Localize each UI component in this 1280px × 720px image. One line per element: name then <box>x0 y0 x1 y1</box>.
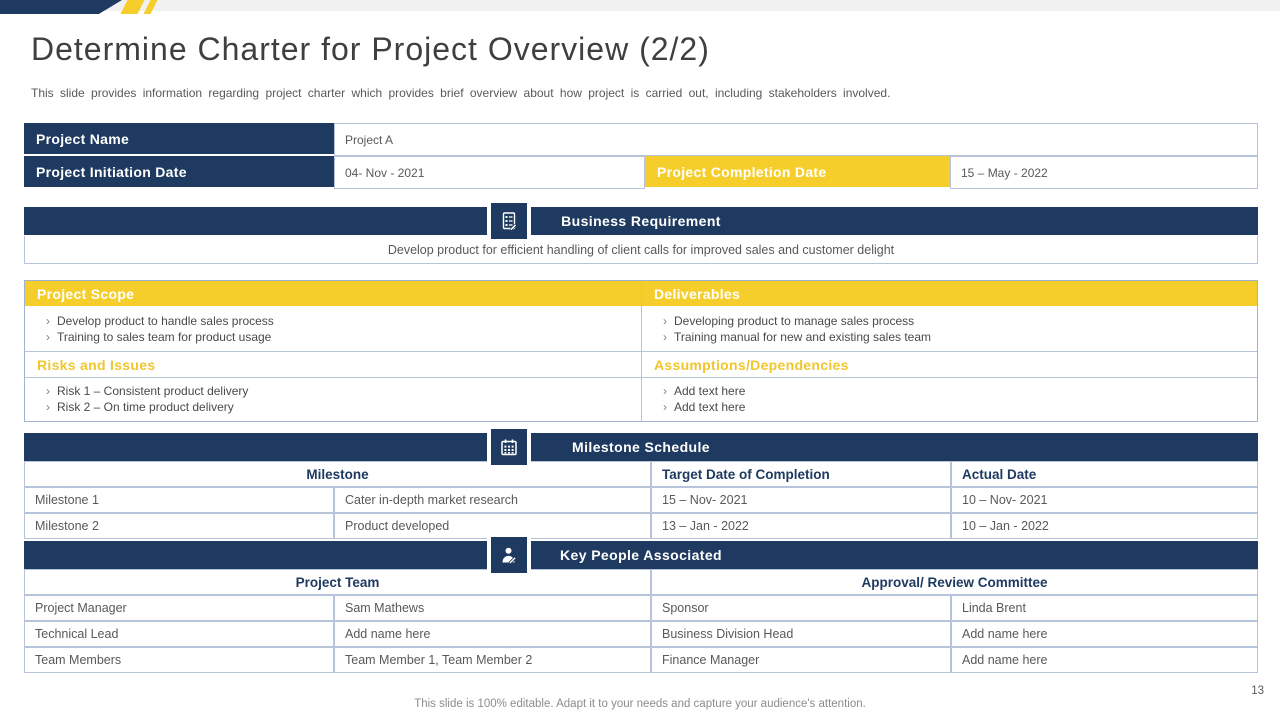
project-scope-bullets[interactable] <box>25 308 641 351</box>
key-people-bar <box>24 541 1258 569</box>
milestone-schedule-title: Milestone Schedule <box>572 439 710 455</box>
actual-date-column-header: Actual Date <box>951 461 1258 487</box>
key-people-table <box>24 569 1258 673</box>
milestone-row-target[interactable]: 13 – Jan - 2022 <box>651 513 951 539</box>
list-item: › Add text here <box>642 399 1257 415</box>
milestone-row-description[interactable]: Cater in-depth market research <box>334 487 651 513</box>
bullet-icon: › <box>663 400 667 414</box>
milestone-column-header: Milestone <box>24 461 651 487</box>
bullet-icon: › <box>663 330 667 344</box>
document-pencil-icon <box>487 203 531 239</box>
project-initiation-value[interactable]: 04- Nov - 2021 <box>334 156 645 189</box>
people-row-role[interactable]: Technical Lead <box>24 621 334 647</box>
assumptions-header: Assumptions/Dependencies <box>642 351 1257 378</box>
list-item: › Training manual for new and existing sales team <box>642 329 1257 345</box>
list-item: › Developing product to manage sales process <box>642 313 1257 329</box>
assumptions-bullets[interactable] <box>642 378 1257 421</box>
key-people-title: Key People Associated <box>560 547 722 563</box>
list-item: › Risk 1 – Consistent product delivery <box>25 383 641 399</box>
people-row-name[interactable]: Linda Brent <box>951 595 1258 621</box>
milestone-row-target[interactable]: 15 – Nov- 2021 <box>651 487 951 513</box>
page-subtitle: This slide provides information regarding project charter which provides brief overview about how project is carried out, including stakeholders involved. <box>31 86 891 100</box>
people-row-role[interactable]: Project Manager <box>24 595 334 621</box>
bullet-icon: › <box>663 384 667 398</box>
page-title: Determine Charter for Project Overview (2/2) <box>31 31 710 67</box>
risks-issues-bullets[interactable] <box>25 378 641 421</box>
milestone-table <box>24 461 1258 539</box>
risks-issues-header: Risks and Issues <box>25 351 641 378</box>
project-team-header: Project Team <box>24 569 651 595</box>
corner-navy-shape <box>0 0 122 14</box>
project-name-label: Project Name <box>24 123 334 156</box>
top-strip <box>0 0 1280 11</box>
scope-deliverables-table <box>24 280 1258 422</box>
list-item: › Add text here <box>642 383 1257 399</box>
people-row-name[interactable]: Sam Mathews <box>334 595 651 621</box>
people-row-role[interactable]: Team Members <box>24 647 334 673</box>
milestone-row-actual[interactable]: 10 – Nov- 2021 <box>951 487 1258 513</box>
people-row-role[interactable]: Business Division Head <box>651 621 951 647</box>
people-row-role[interactable]: Finance Manager <box>651 647 951 673</box>
bullet-icon: › <box>663 314 667 328</box>
business-requirement-title: Business Requirement <box>561 213 721 229</box>
milestone-row-description[interactable]: Product developed <box>334 513 651 539</box>
deliverables-bullets[interactable] <box>642 308 1257 351</box>
target-date-column-header: Target Date of Completion <box>651 461 951 487</box>
project-scope-header: Project Scope <box>25 281 641 308</box>
approval-committee-header: Approval/ Review Committee <box>651 569 1258 595</box>
project-name-value[interactable]: Project A <box>334 123 1258 156</box>
project-completion-value[interactable]: 15 – May - 2022 <box>950 156 1258 189</box>
people-row-name[interactable]: Team Member 1, Team Member 2 <box>334 647 651 673</box>
people-row-name[interactable]: Add name here <box>334 621 651 647</box>
project-info-table <box>24 123 1258 189</box>
person-pencil-icon <box>487 537 531 573</box>
milestone-row-name[interactable]: Milestone 1 <box>24 487 334 513</box>
bullet-icon: › <box>46 314 50 328</box>
milestone-row-actual[interactable]: 10 – Jan - 2022 <box>951 513 1258 539</box>
bullet-icon: › <box>46 400 50 414</box>
list-item: › Training to sales team for product usage <box>25 329 641 345</box>
milestone-schedule-bar <box>24 433 1258 461</box>
calendar-icon <box>487 429 531 465</box>
deliverables-column <box>641 281 1257 421</box>
milestone-row-name[interactable]: Milestone 2 <box>24 513 334 539</box>
project-initiation-label: Project Initiation Date <box>24 156 334 189</box>
footer-note: This slide is 100% editable. Adapt it to your needs and capture your audience's attention. <box>414 698 866 710</box>
business-requirement-bar <box>24 207 1258 235</box>
page-number: 13 <box>1251 685 1264 697</box>
people-row-role[interactable]: Sponsor <box>651 595 951 621</box>
deliverables-header: Deliverables <box>642 281 1257 308</box>
project-scope-column <box>25 281 641 421</box>
list-item: › Develop product to handle sales process <box>25 313 641 329</box>
people-row-name[interactable]: Add name here <box>951 621 1258 647</box>
business-requirement-body[interactable]: Develop product for efficient handling of client calls for improved sales and customer delight <box>24 236 1258 264</box>
list-item: › Risk 2 – On time product delivery <box>25 399 641 415</box>
project-completion-label: Project Completion Date <box>645 156 950 189</box>
people-row-name[interactable]: Add name here <box>951 647 1258 673</box>
bullet-icon: › <box>46 330 50 344</box>
bullet-icon: › <box>46 384 50 398</box>
